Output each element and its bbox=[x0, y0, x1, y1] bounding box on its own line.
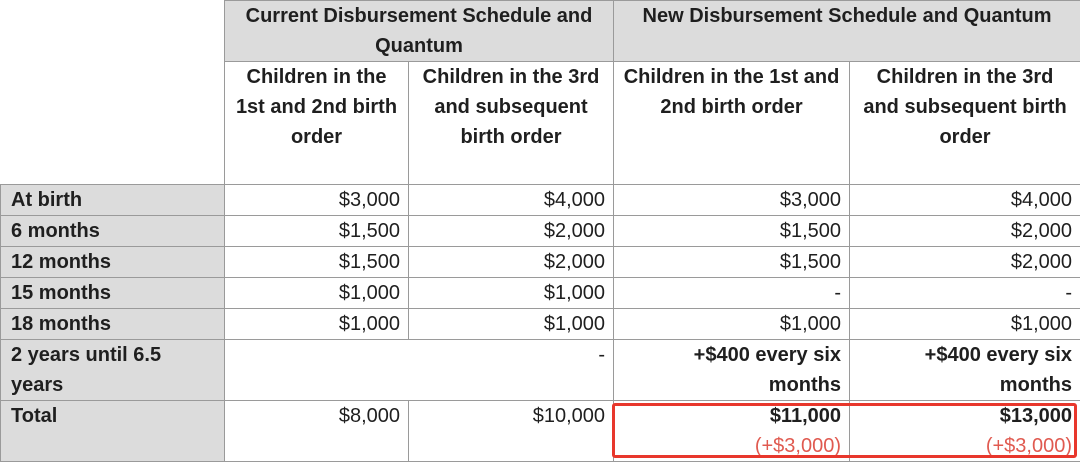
table-row bbox=[1, 247, 1080, 278]
cell-value: $2,000 bbox=[409, 247, 614, 278]
cell-value: $1,500 bbox=[225, 216, 409, 247]
cell-value: $1,500 bbox=[614, 247, 850, 278]
cell-value: +$400 every six months bbox=[614, 340, 850, 401]
cell-value: $1,000 bbox=[614, 309, 850, 340]
col-header-new-1st-2nd: Children in the 1st and 2nd birth order bbox=[614, 62, 850, 185]
table-row-total bbox=[1, 401, 1080, 462]
cell-value: $4,000 bbox=[850, 185, 1080, 216]
row-label: 15 months bbox=[1, 278, 225, 309]
col-header-current-1st-2nd: Children in the 1st and 2nd birth order bbox=[225, 62, 409, 185]
cell-value: $1,000 bbox=[850, 309, 1080, 340]
total-new-1st-2nd bbox=[614, 401, 850, 462]
table-row bbox=[1, 185, 1080, 216]
cell-value: $1,500 bbox=[225, 247, 409, 278]
total-value: $13,000 bbox=[999, 405, 1073, 427]
table-row bbox=[1, 309, 1080, 340]
new-schedule-header: New Disbursement Schedule and Quantum bbox=[614, 1, 1080, 62]
row-label: 18 months bbox=[1, 309, 225, 340]
cell-value: $2,000 bbox=[850, 247, 1080, 278]
cell-value: $8,000 bbox=[225, 401, 409, 462]
total-value: $11,000 bbox=[769, 405, 842, 427]
col-header-new-3rd: Children in the 3rd and subsequent birth order bbox=[850, 62, 1080, 185]
row-label: At birth bbox=[1, 185, 225, 216]
increase-value: (+$3,000) bbox=[754, 435, 842, 457]
increase-value: (+$3,000) bbox=[985, 435, 1073, 457]
cell-value: $2,000 bbox=[850, 216, 1080, 247]
cell-value: - bbox=[614, 278, 850, 309]
cell-value: $10,000 bbox=[409, 401, 614, 462]
cell-value: $1,000 bbox=[409, 278, 614, 309]
cell-value: $1,000 bbox=[225, 278, 409, 309]
row-label: 2 years until 6.5 years bbox=[1, 340, 225, 401]
total-new-3rd bbox=[850, 401, 1080, 462]
table-row bbox=[1, 340, 1080, 401]
cell-value: $4,000 bbox=[409, 185, 614, 216]
cell-value: - bbox=[850, 278, 1080, 309]
corner-cell bbox=[1, 1, 225, 185]
table-row bbox=[1, 216, 1080, 247]
cell-value: +$400 every six months bbox=[850, 340, 1080, 401]
cell-value: $1,000 bbox=[225, 309, 409, 340]
cell-value: $2,000 bbox=[409, 216, 614, 247]
cell-value: $3,000 bbox=[225, 185, 409, 216]
cell-value: $1,500 bbox=[614, 216, 850, 247]
cell-value: - bbox=[225, 340, 614, 401]
cell-value: $3,000 bbox=[614, 185, 850, 216]
table-row bbox=[1, 278, 1080, 309]
current-schedule-header: Current Disbursement Schedule and Quantum bbox=[225, 1, 614, 62]
row-label: 12 months bbox=[1, 247, 225, 278]
row-label: Total bbox=[1, 401, 225, 462]
cell-value: $1,000 bbox=[409, 309, 614, 340]
row-label: 6 months bbox=[1, 216, 225, 247]
col-header-current-3rd: Children in the 3rd and subsequent birth order bbox=[409, 62, 614, 185]
